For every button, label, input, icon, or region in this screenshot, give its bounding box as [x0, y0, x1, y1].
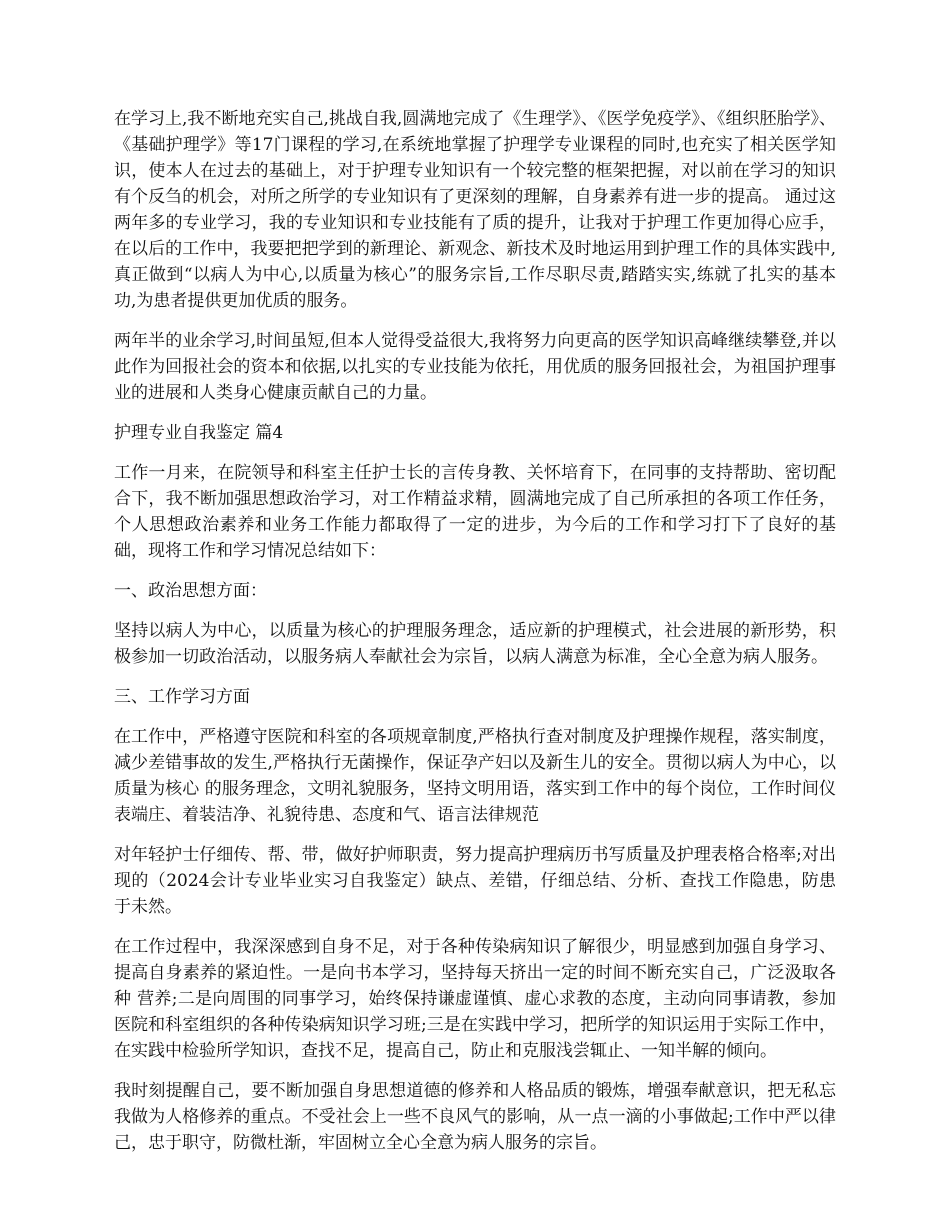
- paragraph-self-improvement: 在工作过程中，我深深感到自身不足，对于各种传染病知识了解很少，明显感到加强自身学习、提高自身素养的紧迫性。一是向书本学习，坚持每天挤出一定的时间不断充实自己，广泛汲取各种 营养;二是向周围的同事学习，始终保持谦虚谨慎、虚心求教的态度，主动向同事请教，参加医院和科室组织的各种传染病知识学习班;三是在实践中学习，把所学的知识运用于实际工作中，在实践中检验所学知识，查找不足，提高自己，防止和克服浅尝辄止、一知半解的倾向。: [114, 937, 836, 1061]
- paragraph-moral-cultivation: 我时刻提醒自己，要不断加强自身思想道德的修养和人格品质的锻炼，增强奉献意识，把无私忘我做为人格修养的重点。不受社会上一些不良风气的影响，从一点一滴的小事做起;工作中严以律己，忠于职守，防微杜渐，牢固树立全心全意为病人服务的宗旨。: [114, 1081, 836, 1153]
- section-title: 护理专业自我鉴定 篇4: [114, 423, 284, 443]
- subheading-political-thought: 一、政治思想方面：: [114, 581, 267, 601]
- paragraph-mentoring: 对年轻护士仔细传、帮、带，做好护师职责，努力提高护理病历书写质量及护理表格合格率;对出现的（2024会计专业毕业实习自我鉴定）缺点、差错，仔细总结、分析、查找工作隐患，防患于未然。: [114, 845, 836, 917]
- paragraph-political-thought: 坚持以病人为中心，以质量为核心的护理服务理念，适应新的护理模式，社会进展的新形势，积极参加一切政治活动，以服务病人奉献社会为宗旨，以病人满意为标准，全心全意为病人服务。: [114, 621, 836, 667]
- paragraph-study-summary: 在学习上,我不断地充实自己,挑战自我,圆满地完成了《生理学》、《医学免疫学》、《组织胚胎学》、《基础护理学》等17门课程的学习,在系统地掌握了护理学专业课程的同时,也充实了相关医学知识，使本人在过去的基础上，对于护理专业知识有一个较完整的框架把握，对以前在学习的知识有个反刍的机会，对所之所学的专业知识有了更深刻的理解，自身素养有进一步的提高。 通过这两年多的专业学习，我的专业知识和专业技能有了质的提升，让我对于护理工作更加得心应手，在以后的工作中，我要把把学到的新理论、新观念、新技术及时地运用到护理工作的具体实践中,真正做到“以病人为中心,以质量为核心”的服务宗旨,工作尽职尽责,踏踏实实,练就了扎实的基本功,为患者提供更加优质的服务。: [114, 109, 836, 311]
- subheading-work-study: 三、工作学习方面: [114, 687, 250, 707]
- paragraph-part-time-study: 两年半的业余学习,时间虽短,但本人觉得受益很大,我将努力向更高的医学知识高峰继续攀登,并以此作为回报社会的资本和依据,以扎实的专业技能为依托，用优质的服务回报社会，为祖国护理事业的进展和人类身心健康贡献自己的力量。: [114, 331, 836, 403]
- paragraph-work-rules: 在工作中，严格遵守医院和科室的各项规章制度,严格执行查对制度及护理操作规程，落实制度，减少差错事故的发生,严格执行无菌操作，保证孕产妇以及新生儿的安全。贯彻以病人为中心，以质量为核心 的服务理念，文明礼貌服务，坚持文明用语，落实到工作中的每个岗位，工作时间仪表端庄、着装洁净、礼貌待患、态度和气、语言法律规范: [114, 727, 836, 825]
- paragraph-work-intro: 工作一月来，在院领导和科室主任护士长的言传身教、关怀培育下，在同事的支持帮助、密切配合下，我不断加强思想政治学习，对工作精益求精，圆满地完成了自己所承担的各项工作任务，个人思想政治素养和业务工作能力都取得了一定的进步，为今后的工作和学习打下了良好的基础，现将工作和学习情况总结如下：: [114, 463, 836, 561]
